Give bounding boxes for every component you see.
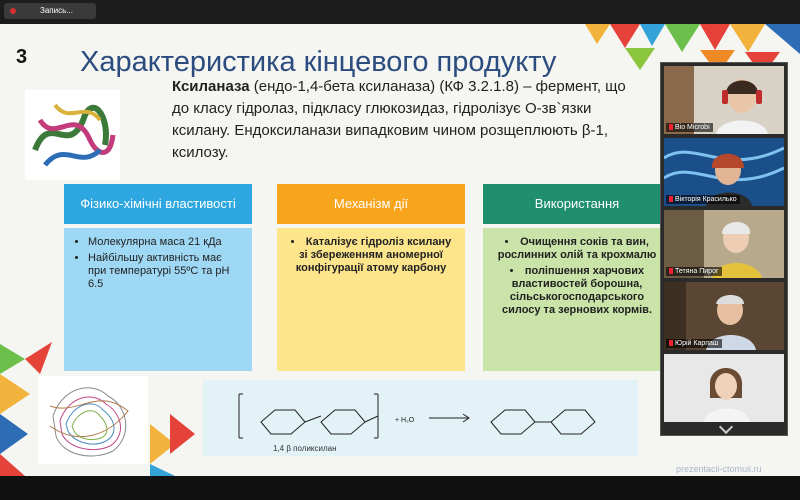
mic-muted-icon [669,340,673,346]
list-item: • Молекулярна маса 21 кДа [88,236,242,249]
slide-title: Характеристика кінцевого продукту [80,46,557,78]
participant-name: Bio Microbi [666,123,713,132]
participant-tile[interactable] [664,138,784,206]
participant-tile[interactable] [664,282,784,350]
para-line3: ксилану. Ендоксиланази випадковим чином розщеплюють β-1, [172,122,608,139]
participant-tile[interactable] [664,66,784,134]
participant-video [664,354,784,422]
column-usage-title: Використання [483,184,671,224]
record-dot-icon [10,8,16,14]
water-label: + H₂O [395,417,415,424]
protein-ribbon-image [25,90,120,180]
participant-name: Вікторія Красилько [666,195,740,204]
participant-name: Юрій Карпаш [666,339,722,348]
list-item: • Найбільшу активність має при температурі 55ºС та рН 6.5 [88,252,242,291]
xylan-hydrolysis-diagram [203,380,638,456]
column-properties [64,184,252,371]
bottom-toolbar [0,476,800,500]
slide-number: 3 [16,46,28,68]
list-item: • Каталізує гідроліз ксилану зі збереженням аномерної конфігурації атому карбону [287,236,455,275]
participants-video-panel[interactable] [660,62,788,436]
watermark-text: prezentacii-ctomuii.ru [676,464,762,474]
list-item: • Очищення соків та вин, рослинних олій та крохмалю [493,236,661,262]
para-line2: до класу гідролаз, підкласу глюкозидаз, гідролізує О-зв`язки [172,100,592,117]
chevron-down-icon[interactable] [719,420,733,434]
reaction-formula [203,380,638,456]
term-xylanase: Ксиланаза [172,78,250,95]
column-mechanism-title: Механізм дії [277,184,465,224]
mic-muted-icon [669,196,673,202]
para-line1: (ендо-1,4-бета ксиланаза) (КФ 3.2.1.8) – фермент, що [249,78,626,95]
column-mechanism [277,184,465,371]
definition-paragraph [172,76,662,164]
top-toolbar [0,0,800,24]
protein-structure-image [38,376,148,464]
list-item: • поліпшення харчових властивостей борошна, сільськогосподарського силосу та зернових кормів. [493,265,661,317]
formula-label: 1,4 β поликсилан [273,444,337,453]
participant-name: Тетяна Пирог [666,267,722,276]
column-properties-title: Фізико-хімічні властивості [64,184,252,224]
column-mechanism-body [277,228,465,371]
mic-muted-icon [669,124,673,130]
recording-label: Запись... [40,6,73,15]
column-properties-body [64,228,252,371]
column-usage-body [483,228,671,371]
participant-tile[interactable] [664,354,784,422]
recording-indicator[interactable] [4,3,96,19]
column-usage [483,184,671,371]
para-line4: ксилозу. [172,144,229,161]
participant-tile[interactable] [664,210,784,278]
mic-muted-icon [669,268,673,274]
